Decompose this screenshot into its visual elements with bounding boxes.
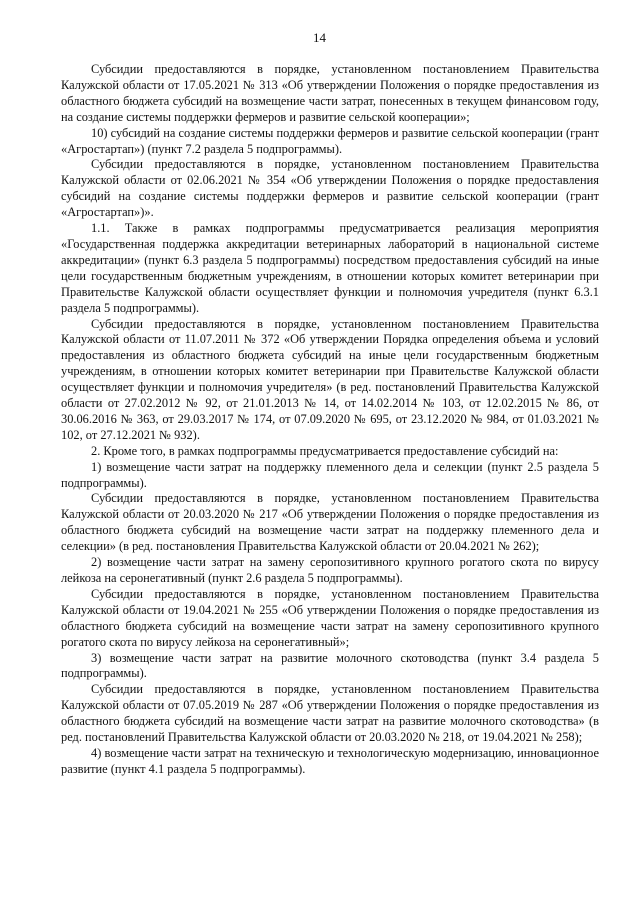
paragraph: Субсидии предоставляются в порядке, установленном постановлением Правительства Калужской области от 07.05.2019 № 287 «Об утверждении Положения о порядке предоставления из областного бюджета субсидий на возмещение части затрат на развитие молочного скотоводства» (в ред. постановлений Правительства Калужской области от 20.03.2020 № 218, от 19.04.2021 № 258); xyxy=(61,682,599,745)
paragraph: 10) субсидий на создание системы поддержки фермеров и развитие сельской кооперации (грант «Агростартап») (пункт 7.2 раздела 5 подпрограммы). xyxy=(61,125,599,156)
paragraph: Субсидии предоставляются в порядке, установленном постановлением Правительства Калужской области от 17.05.2021 № 313 «Об утверждении Положения о порядке предоставления из областного бюджета субсидий на возмещение части затрат, понесенных в текущем финансовом году, на создание системы поддержки фермеров и развитие сельской кооперации»; xyxy=(61,62,599,124)
paragraph: 3) возмещение части затрат на развитие молочного скотоводства (пункт 3.4 раздела 5 подпрограммы). xyxy=(61,650,599,681)
paragraph: 1.1. Также в рамках подпрограммы предусматривается реализация мероприятия «Государственная поддержка аккредитации ветеринарных лабораторий в национальной системе аккредитации» (пункт 6.3 раздела 5 подпрограммы) посредством предоставления субсидий на иные цели государственным бюджетным учреждениям, в отношении которых комитет ветеринарии при Правительстве Калужской области осуществляет функции и полномочия учредителя (пункт 6.3.1 раздела 5 подпрограммы). xyxy=(61,221,599,315)
paragraph: Субсидии предоставляются в порядке, установленном постановлением Правительства Калужской области от 19.04.2021 № 255 «Об утверждении Положения о порядке предоставления из областного бюджета субсидий на возмещение части затрат на замену серопозитивного крупного рогатого скота по вирусу лейкоза на серонегативный»; xyxy=(61,586,599,649)
paragraph: 4) возмещение части затрат на техническую и технологическую модернизацию, инновационное развитие (пункт 4.1 раздела 5 подпрограммы). xyxy=(61,745,599,776)
paragraph: Субсидии предоставляются в порядке, установленном постановлением Правительства Калужской области от 02.06.2021 № 354 «Об утверждении Положения о порядке предоставления субсидий на создание системы поддержки фермеров и развитие сельской кооперации (грант «Агростартап»)». xyxy=(61,157,599,220)
paragraph: Субсидии предоставляются в порядке, установленном постановлением Правительства Калужской области от 20.03.2020 № 217 «Об утверждении Положения о порядке предоставления из областного бюджета субсидий на возмещение части затрат на поддержку племенного дела и селекции» (в ред. постановления Правительства Калужской области от 20.04.2021 № 262); xyxy=(61,491,599,554)
paragraph: 2) возмещение части затрат на замену серопозитивного крупного рогатого скота по вирусу лейкоза на серонегативный (пункт 2.6 раздела 5 подпрограммы). xyxy=(61,555,599,585)
document-body xyxy=(61,62,599,778)
paragraph: Субсидии предоставляются в порядке, установленном постановлением Правительства Калужской области от 11.07.2011 № 372 «Об утверждении Порядка определения объема и условий предоставления из областного бюджета субсидий на иные цели государственным бюджетным учреждениям, в отношении которых комитет ветеринарии при Правительстве Калужской области осуществляет функции и полномочия учредителя» (в ред. постановлений Правительства Калужской области от 27.02.2012 № 92, от 21.01.2013 № 14, от 14.02.2014 № 103, от 12.02.2015 № 86, от 30.06.2016 № 363, от 29.03.2017 № 174, от 07.09.2020 № 695, от 23.12.2020 № 984, от 01.03.2021 № 102, от 27.12.2021 № 932). xyxy=(61,316,599,442)
paragraph: 1) возмещение части затрат на поддержку племенного дела и селекции (пункт 2.5 раздела 5 подпрограммы). xyxy=(61,459,599,490)
paragraph: 2. Кроме того, в рамках подпрограммы предусматривается предоставление субсидий на: xyxy=(91,443,559,458)
page-number: 14 xyxy=(313,30,326,45)
